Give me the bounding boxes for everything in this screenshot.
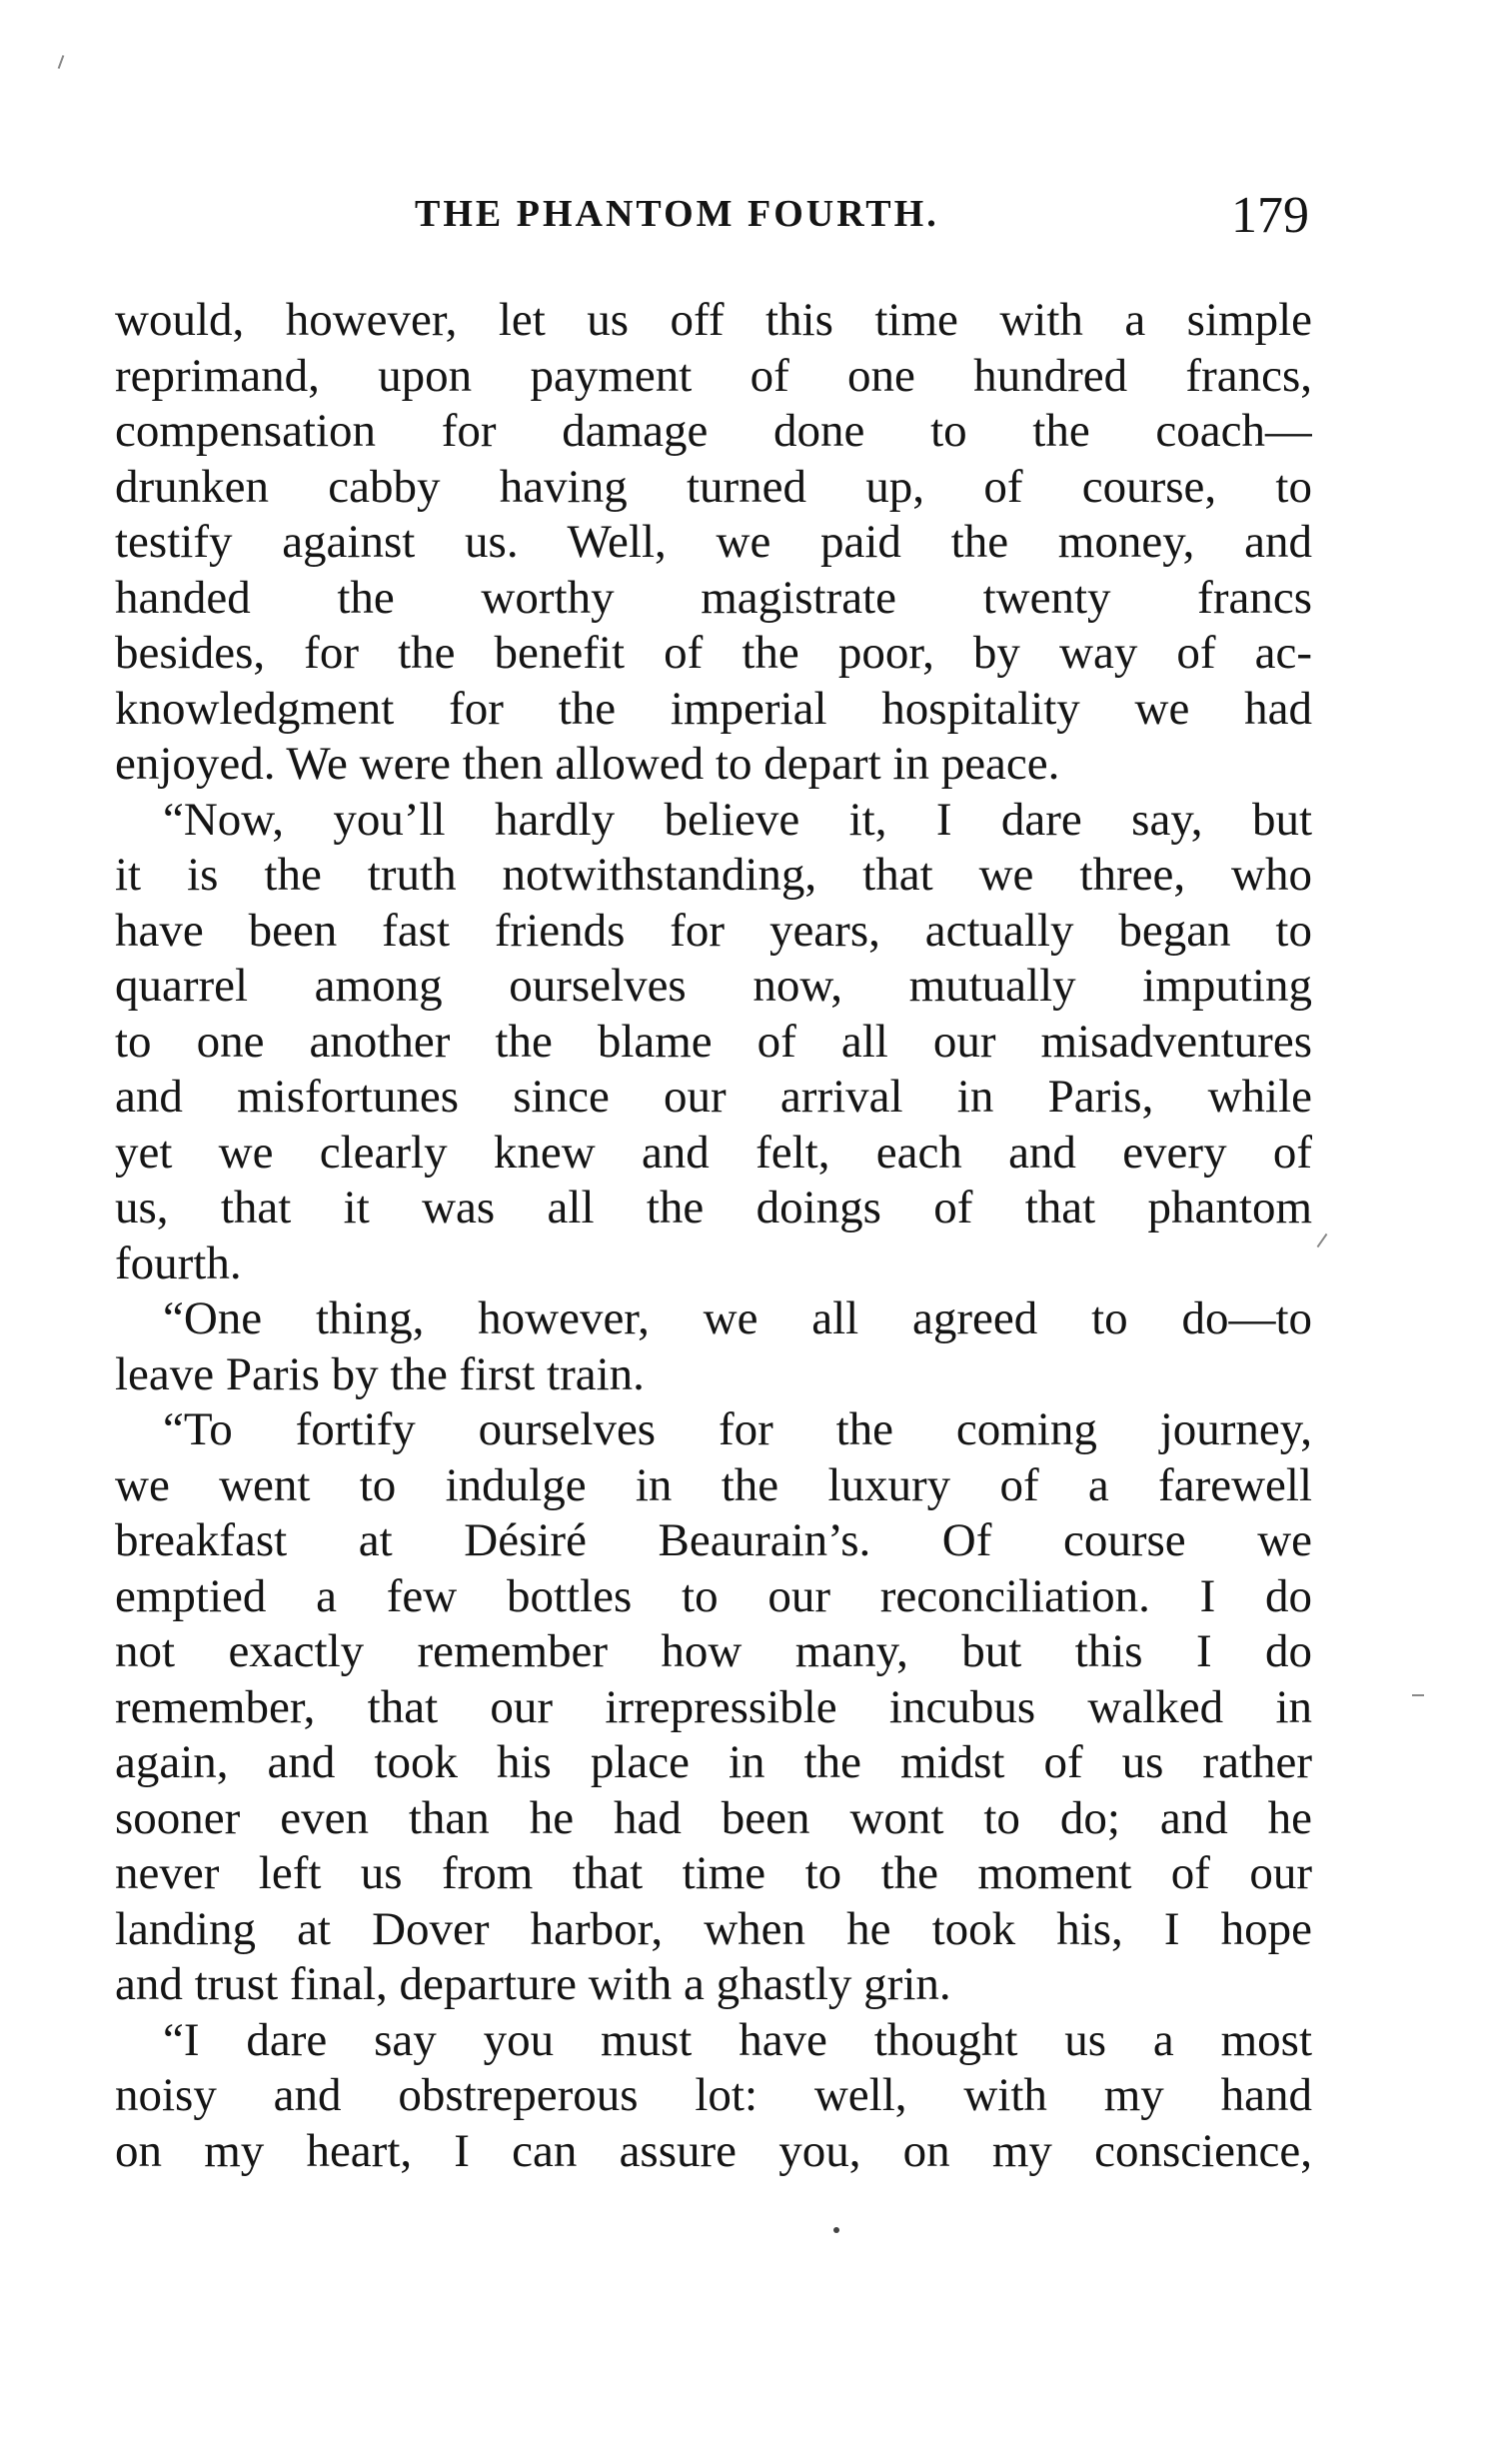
page-speck	[1317, 1233, 1328, 1247]
text-line: to one another the blame of all our misadventures	[115, 1015, 1312, 1068]
page-header	[405, 186, 1309, 246]
paragraph-first-line: “One thing, however, we all agreed to do—to	[163, 1292, 1312, 1344]
text-line: we went to indulge in the luxury of a farewell	[115, 1458, 1312, 1511]
page-speck	[833, 2227, 839, 2233]
paragraph-first-line: “Now, you’ll hardly believe it, I dare say, but	[163, 793, 1312, 846]
text-line: never left us from that time to the moment of our	[115, 1847, 1312, 1899]
text-line: knowledgment for the imperial hospitality we had	[115, 682, 1312, 735]
text-line: sooner even than he had been wont to do; and he	[115, 1791, 1312, 1844]
paragraph-first-line: “I dare say you must have thought us a most	[163, 2013, 1312, 2066]
running-title: THE PHANTOM FOURTH.	[415, 193, 939, 235]
text-line: noisy and obstreperous lot: well, with my hand	[115, 2069, 1312, 2121]
text-line: reprimand, upon payment of one hundred francs,	[115, 349, 1312, 402]
text-line: breakfast at Désiré Beaurain’s. Of course we	[115, 1514, 1312, 1566]
text-line: remember, that our irrepressible incubus walked in	[115, 1680, 1312, 1733]
text-line: yet we clearly knew and felt, each and every of	[115, 1126, 1312, 1179]
text-line: landing at Dover harbor, when he took his, I hope	[115, 1902, 1312, 1955]
paragraph-first-line: “To fortify ourselves for the coming journey,	[163, 1403, 1312, 1455]
text-line: on my heart, I can assure you, on my conscience,	[115, 2124, 1312, 2177]
text-line: it is the truth notwithstanding, that we three, who	[115, 849, 1312, 901]
text-line: and trust final, departure with a ghastly grin.	[115, 1958, 951, 2010]
text-line: us, that it was all the doings of that phantom	[115, 1182, 1312, 1233]
text-line: not exactly remember how many, but this I do	[115, 1625, 1312, 1677]
text-line: have been fast friends for years, actually began to	[115, 904, 1312, 957]
text-line: leave Paris by the first train.	[115, 1347, 645, 1400]
text-line: drunken cabby having turned up, of course, to	[115, 460, 1312, 513]
text-line: compensation for damage done to the coach—	[115, 405, 1312, 457]
text-line: besides, for the benefit of the poor, by way of ac-	[115, 627, 1312, 679]
page-speck	[1412, 1694, 1424, 1696]
text-line: emptied a few bottles to our reconciliation. I do	[115, 1569, 1312, 1622]
text-line: handed the worthy magistrate twenty francs	[115, 571, 1312, 624]
page-speck	[58, 55, 65, 69]
page-number: 179	[1231, 187, 1309, 244]
text-line: testify against us. Well, we paid the money, and	[115, 516, 1312, 568]
text-line: would, however, let us off this time with a simple	[115, 294, 1312, 346]
text-line: quarrel among ourselves now, mutually imputing	[115, 960, 1312, 1012]
body-text	[115, 293, 1312, 2179]
text-line: and misfortunes since our arrival in Paris, while	[115, 1071, 1312, 1123]
text-line: again, and took his place in the midst of us rather	[115, 1736, 1312, 1788]
text-line: fourth.	[115, 1236, 242, 1289]
text-line: enjoyed. We were then allowed to depart in peace.	[115, 738, 1060, 790]
